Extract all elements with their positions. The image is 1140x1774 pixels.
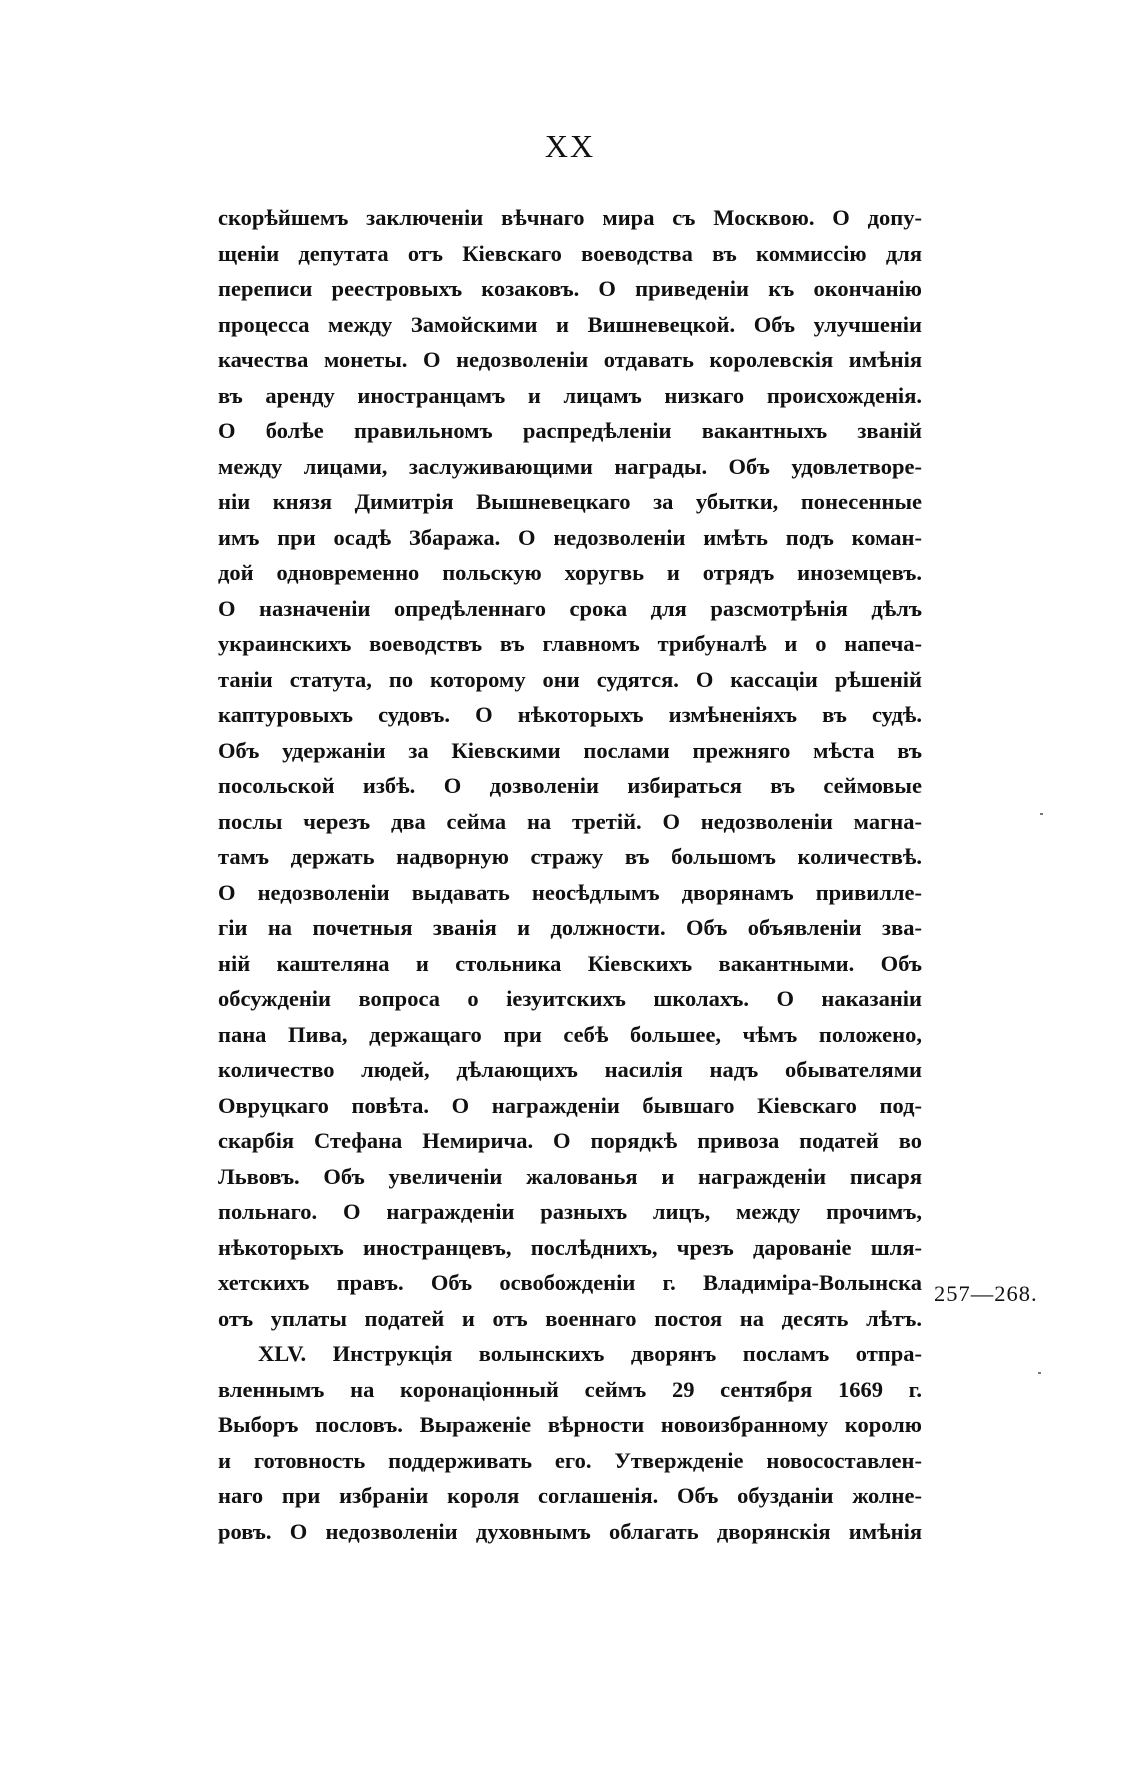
text-line: вленнымъ на коронаціонный сеймъ 29 сентября 1669 г. bbox=[218, 1376, 922, 1402]
text-line: пана Пива, держащаго при себѣ большее, чѣмъ положено, bbox=[218, 1021, 922, 1047]
text-line: О недозволеніи выдавать неосѣдлымъ дворянамъ привилле- bbox=[218, 879, 922, 905]
text-line: ровъ. О недозволеніи духовнымъ облагать дворянскія имѣнія bbox=[218, 1518, 922, 1544]
text-line: гіи на почетныя званія и должности. Объ объявленіи зва- bbox=[218, 915, 922, 940]
text-line: послы черезъ два сейма на третій. О недозволеніи магна- bbox=[218, 808, 922, 834]
text-line: О назначеніи опредѣленнаго срока для разсмотрѣнія дѣлъ bbox=[218, 595, 922, 621]
body-text bbox=[218, 200, 922, 1549]
section-heading-line: XLV. Инструкція волынскихъ дворянъ посламъ отпра- bbox=[258, 1341, 922, 1366]
text-line: скорѣйшемъ заключеніи вѣчнаго мира съ Москвою. О допу- bbox=[218, 205, 922, 230]
text-line: украинскихъ воеводствъ въ главномъ трибуналѣ и о напеча- bbox=[218, 631, 922, 656]
text-line: въ аренду иностранцамъ и лицамъ низкаго происхожденія. bbox=[218, 382, 922, 408]
text-line: обсужденіи вопроса о іезуитскихъ школахъ. О наказаніи bbox=[218, 986, 922, 1011]
text-line: хетскихъ правъ. Объ освобожденіи г. Владиміра-Волынска bbox=[218, 1270, 922, 1295]
text-line: и готовность поддерживать его. Утвержденіе новосоставлен- bbox=[218, 1447, 922, 1473]
text-line: каптуровыхъ судовъ. О нѣкоторыхъ измѣненіяхъ въ судѣ. bbox=[218, 702, 922, 727]
scan-speck bbox=[1038, 1372, 1041, 1374]
text-line: таніи статута, по которому они судятся. О кассаціи рѣшеній bbox=[218, 666, 922, 692]
text-line: между лицами, заслуживающими награды. Объ удовлетворе- bbox=[218, 453, 922, 479]
text-line: переписи реестровыхъ козаковъ. О приведеніи къ окончанію bbox=[218, 276, 922, 301]
text-line: Выборъ пословъ. Выраженіе вѣрности новоизбранному королю bbox=[218, 1412, 922, 1437]
text-line: ній каштеляна и стольника Кіевскихъ вакантными. Объ bbox=[218, 950, 922, 976]
text-line: тамъ держать надворную стражу въ большомъ количествѣ. bbox=[218, 844, 922, 869]
text-line: посольской избѣ. О дозволеніи избираться въ сеймовые bbox=[218, 773, 922, 798]
text-line: имъ при осадѣ Збаража. О недозволеніи имѣть подъ коман- bbox=[218, 524, 922, 550]
text-line: процесса между Замойскими и Вишневецкой. Объ улучшеніи bbox=[218, 311, 922, 337]
text-line: отъ уплаты податей и отъ военнаго постоя на десять лѣтъ. bbox=[218, 1305, 922, 1331]
text-line: скарбія Стефана Немирича. О порядкѣ привоза податей во bbox=[218, 1128, 922, 1153]
text-line: Овруцкаго повѣта. О награжденіи бывшаго Кіевскаго под- bbox=[218, 1092, 922, 1118]
text-line: качества монеты. О недозволеніи отдавать королевскія имѣнія bbox=[218, 347, 922, 372]
page-range-reference: 257—268. bbox=[934, 1281, 1038, 1306]
text-line: Объ удержаніи за Кіевскими послами прежняго мѣста въ bbox=[218, 737, 922, 763]
text-line: польнаго. О награжденіи разныхъ лицъ, между прочимъ, bbox=[218, 1199, 922, 1224]
text-line: Львовъ. Объ увеличеніи жалованья и награжденіи писаря bbox=[218, 1163, 922, 1189]
page-number: XX bbox=[544, 128, 596, 164]
text-line: О болѣе правильномъ распредѣленіи вакантныхъ званій bbox=[218, 418, 922, 443]
text-line: количество людей, дѣлающихъ насилія надъ обывателями bbox=[218, 1057, 922, 1082]
text-line: щеніи депутата отъ Кіевскаго воеводства въ коммиссію для bbox=[218, 240, 922, 266]
text-line: ніи князя Димитрія Вышневецкаго за убытки, понесенные bbox=[218, 489, 922, 514]
text-line: дой одновременно польскую хоругвь и отрядъ иноземцевъ. bbox=[218, 560, 922, 585]
text-line: наго при избраніи короля соглашенія. Объ обузданіи жолне- bbox=[218, 1483, 922, 1508]
scan-speck bbox=[1040, 813, 1043, 815]
text-line: нѣкоторыхъ иностранцевъ, послѣднихъ, чрезъ дарованіе шля- bbox=[218, 1234, 922, 1260]
